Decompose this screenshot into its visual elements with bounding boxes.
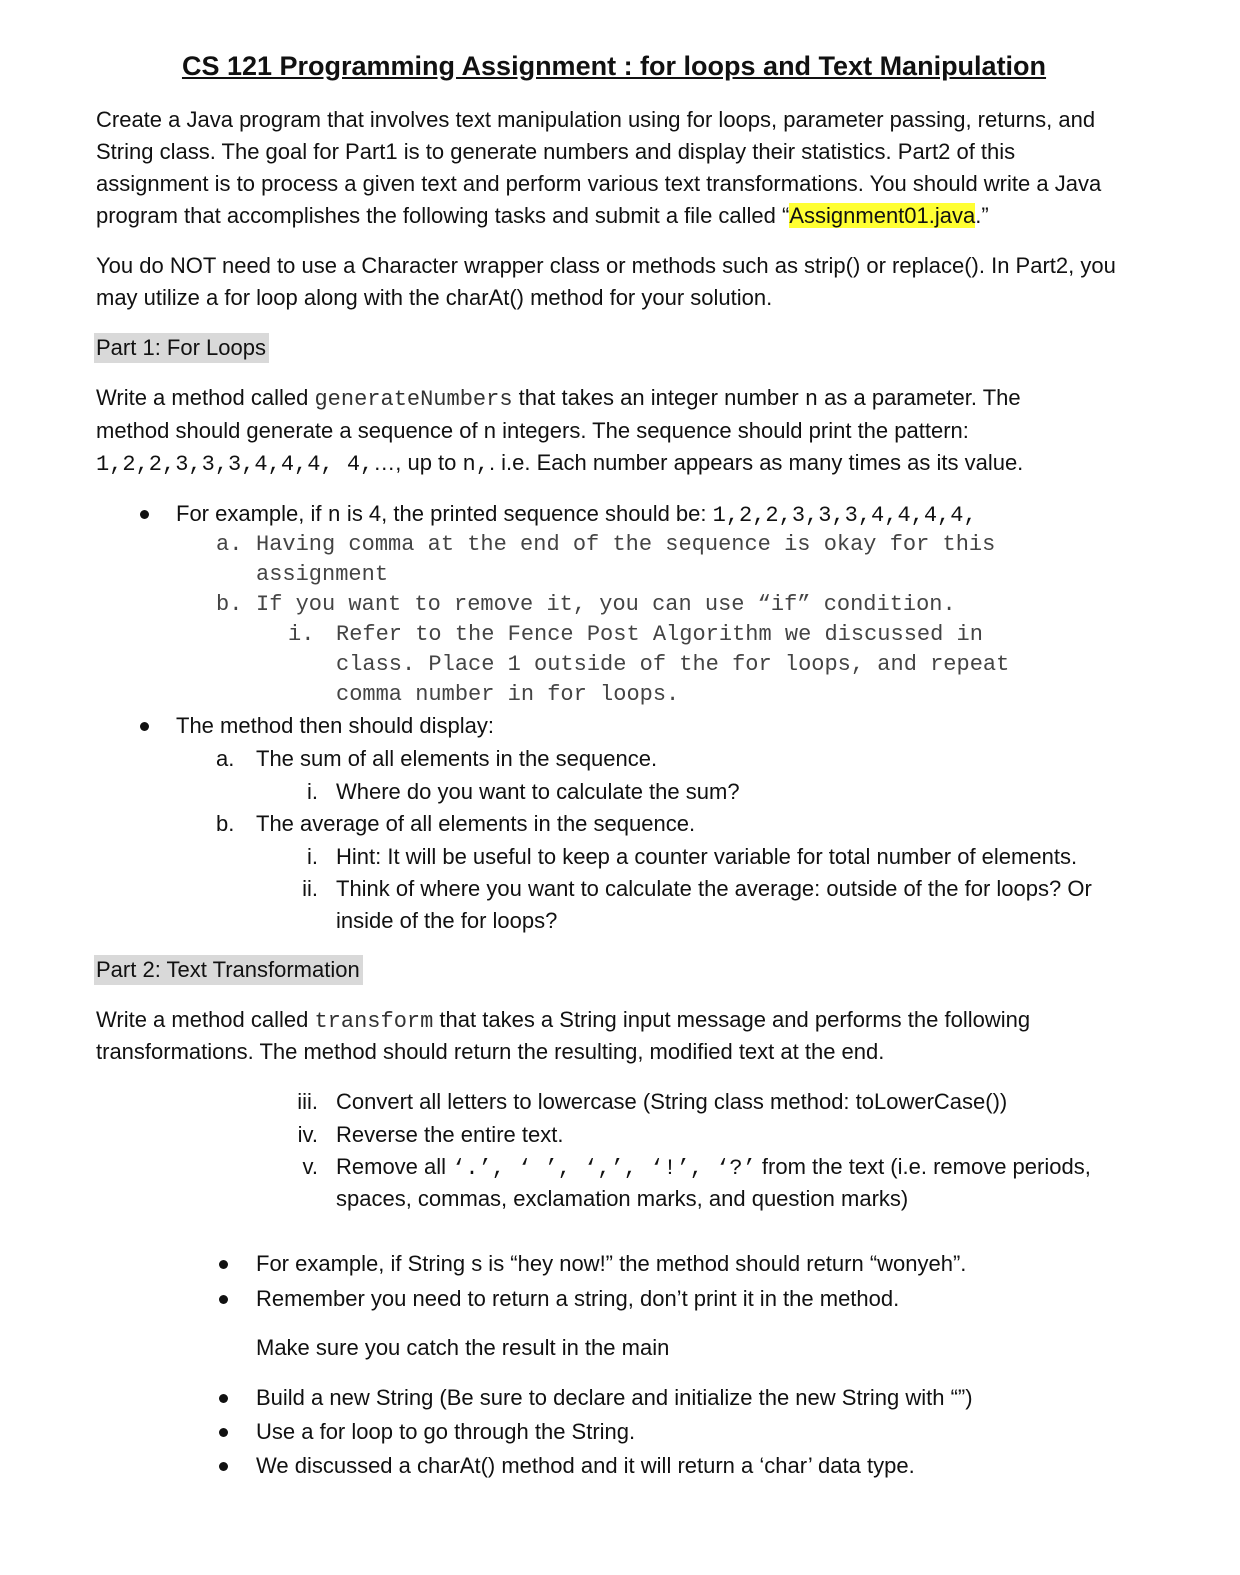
step-v-line-2: spaces, commas, exclamation marks, and question marks) bbox=[336, 1186, 909, 1211]
page-title: CS 121 Programming Assignment : for loops and Text Manipulation bbox=[181, 51, 1047, 81]
bullet-dot bbox=[219, 1394, 228, 1403]
part1-heading: Part 1: For Loops bbox=[94, 333, 269, 363]
sub-a-label: a. bbox=[216, 532, 243, 557]
part2-heading: Part 2: Text Transformation bbox=[94, 955, 363, 985]
display-bullet: The method then should display: bbox=[176, 713, 494, 738]
build-string-bullet: Build a new String (Be sure to declare and initialize the new String with “”) bbox=[256, 1385, 973, 1410]
catch-note: Make sure you catch the result in the main bbox=[256, 1335, 670, 1360]
transform-method-name: transform bbox=[314, 1009, 434, 1034]
example-bullet: For example, if n is 4, the printed sequence should be: 1,2,2,3,3,3,4,4,4,4, bbox=[176, 501, 977, 528]
bullet-dot bbox=[140, 722, 149, 731]
bullet-dot bbox=[219, 1428, 228, 1437]
bullet-dot bbox=[219, 1295, 228, 1304]
display-b-ii-line-1: Think of where you want to calculate the average: outside of the for loops? Or bbox=[336, 876, 1092, 901]
part2-para-line-1: Write a method called transform that takes a String input message and performs the following bbox=[96, 1007, 1031, 1034]
display-a-text: The sum of all elements in the sequence. bbox=[256, 746, 658, 771]
step-iv-label: iv. bbox=[297, 1122, 318, 1147]
sub-b-label: b. bbox=[216, 592, 243, 617]
step-v-line-1: Remove all ‘.’, ‘ ’, ‘,’, ‘!’, ‘?’ from the text (i.e. remove periods, bbox=[336, 1154, 1091, 1181]
intro-line-4: program that accomplishes the following tasks and submit a file called “Assignment01.java.” bbox=[96, 203, 989, 228]
removed-characters: ‘.’, ‘ ’, ‘,’, ‘!’, ‘?’ bbox=[452, 1156, 756, 1181]
sub-b-line: If you want to remove it, you can use “if” condition. bbox=[256, 592, 956, 617]
display-a-label: a. bbox=[216, 746, 235, 771]
display-b-ii-label: ii. bbox=[302, 876, 318, 901]
part1-para-line-3: 1,2,2,3,3,3,4,4,4, 4,…, up to n,. i.e. Each number appears as many times as its value. bbox=[96, 450, 1024, 477]
step-iv-text: Reverse the entire text. bbox=[336, 1122, 564, 1147]
bullet-dot bbox=[140, 510, 149, 519]
intro-line-1: Create a Java program that involves text manipulation using for loops, parameter passing, returns, and bbox=[96, 107, 1096, 132]
note-line-1: You do NOT need to use a Character wrapper class or methods such as strip() or replace(). In Part2, you bbox=[96, 253, 1116, 278]
display-a-i-label: i. bbox=[307, 779, 318, 804]
sub-i-line-1: Refer to the Fence Post Algorithm we discussed in bbox=[336, 622, 983, 647]
sub-a-line-2: assignment bbox=[256, 562, 389, 587]
part1-para-line-1: Write a method called generateNumbers that takes an integer number n as a parameter. The bbox=[96, 385, 1021, 412]
part1-para-line-2: method should generate a sequence of n integers. The sequence should print the pattern: bbox=[96, 418, 969, 443]
sub-i-line-2: class. Place 1 outside of the for loops, and repeat bbox=[336, 652, 1010, 677]
method-name: generateNumbers bbox=[314, 387, 513, 412]
display-b-i-label: i. bbox=[307, 844, 318, 869]
charat-bullet: We discussed a charAt() method and it will return a ‘char’ data type. bbox=[256, 1453, 915, 1478]
intro-line-3: assignment is to process a given text and perform various text transformations. You should write a Java bbox=[96, 171, 1102, 196]
sub-i-label: i. bbox=[288, 622, 315, 647]
sub-i-line-3: comma number in for loops. bbox=[336, 682, 680, 707]
step-iii-label: iii. bbox=[297, 1089, 318, 1114]
example-sequence: 1,2,2,3,3,3,4,4,4,4, bbox=[712, 503, 977, 528]
part2-para-line-2: transformations. The method should return the resulting, modified text at the end. bbox=[96, 1039, 885, 1064]
example-bullet-2: For example, if String s is “hey now!” the method should return “wonyeh”. bbox=[256, 1251, 967, 1276]
display-b-label: b. bbox=[216, 811, 235, 836]
for-loop-bullet: Use a for loop to go through the String. bbox=[256, 1419, 636, 1444]
filename-highlight: Assignment01.java bbox=[789, 203, 976, 228]
intro-line-2: String class. The goal for Part1 is to generate numbers and display their statistics. Part2 of this bbox=[96, 139, 1016, 164]
return-bullet: Remember you need to return a string, don’t print it in the method. bbox=[256, 1286, 900, 1311]
note-line-2: may utilize a for loop along with the charAt() method for your solution. bbox=[96, 285, 773, 310]
step-iii-text: Convert all letters to lowercase (String class method: toLowerCase()) bbox=[336, 1089, 1008, 1114]
step-v-label: v. bbox=[302, 1154, 318, 1179]
sub-a-line-1: Having comma at the end of the sequence is okay for this bbox=[256, 532, 996, 557]
display-b-ii-line-2: inside of the for loops? bbox=[336, 908, 558, 933]
display-b-i-text: Hint: It will be useful to keep a counter variable for total number of elements. bbox=[336, 844, 1078, 869]
display-a-i-text: Where do you want to calculate the sum? bbox=[336, 779, 740, 804]
bullet-dot bbox=[219, 1462, 228, 1471]
display-b-text: The average of all elements in the sequence. bbox=[256, 811, 696, 836]
pattern-sequence: 1,2,2,3,3,3,4,4,4, 4, bbox=[96, 452, 374, 477]
bullet-dot bbox=[219, 1260, 228, 1269]
